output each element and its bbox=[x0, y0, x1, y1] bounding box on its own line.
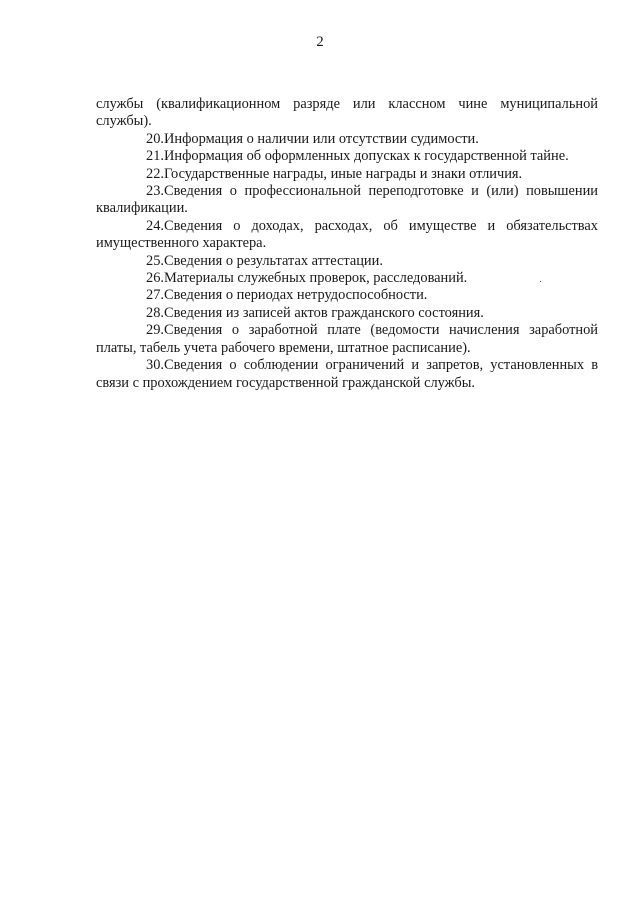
list-item-text: Информация о наличии или отсутствии судимости. bbox=[164, 130, 479, 147]
list-item-number: 28. bbox=[146, 304, 164, 321]
list-item-text: Сведения о соблюдении ограничений и запретов, установленных в связи с прохождением государственной гражданской службы. bbox=[96, 357, 598, 391]
list-item bbox=[96, 148, 598, 165]
document-body bbox=[96, 96, 598, 392]
scan-artifact-dot bbox=[540, 281, 541, 282]
list-item bbox=[96, 357, 598, 392]
list-item-text: Сведения о профессиональной переподготовке и (или) повышении квалификации. bbox=[96, 183, 598, 217]
list-item bbox=[96, 183, 598, 218]
list-item-text: Сведения из записей актов гражданского состояния. bbox=[164, 304, 484, 321]
list-item-number: 21. bbox=[146, 148, 164, 165]
list-item bbox=[96, 305, 598, 322]
list-item-text: Государственные награды, иные награды и знаки отличия. bbox=[164, 165, 523, 182]
list-item bbox=[96, 287, 598, 304]
list-item-text: Сведения о доходах, расходах, об имуществе и обязательствах имущественного характера. bbox=[96, 217, 598, 252]
list-item-number: 22. bbox=[146, 165, 164, 182]
list-item bbox=[96, 131, 598, 148]
list-item-number: 24. bbox=[146, 217, 164, 234]
list-item-text: Материалы служебных проверок, расследований. bbox=[164, 270, 468, 287]
list-item-text: Информация об оформленных допусках к государственной тайне. bbox=[164, 148, 569, 165]
continuation-paragraph: службы (квалификационном разряде или классном чине муниципальной службы). bbox=[96, 96, 598, 130]
list-item-number: 30. bbox=[146, 357, 164, 374]
list-item bbox=[96, 322, 598, 357]
list-item-number: 29. bbox=[146, 322, 164, 339]
page-number: 2 bbox=[316, 34, 324, 50]
list-item bbox=[96, 218, 598, 253]
list-item-number: 25. bbox=[146, 252, 164, 269]
list-item-text: Сведения о периодах нетрудоспособности. bbox=[164, 287, 428, 304]
list-item-number: 27. bbox=[146, 287, 164, 304]
list-item-number: 23. bbox=[146, 183, 164, 200]
list-item-number: 20. bbox=[146, 130, 164, 147]
list-item bbox=[96, 270, 598, 287]
list-item-text: Сведения о заработной плате (ведомости начисления заработной платы, табель учета рабочего времени, штатное расписание). bbox=[96, 322, 598, 356]
list-item-number: 26. bbox=[146, 270, 164, 287]
list-item bbox=[96, 253, 598, 270]
list-item-text: Сведения о результатах аттестации. bbox=[164, 252, 383, 269]
list-item bbox=[96, 166, 598, 183]
